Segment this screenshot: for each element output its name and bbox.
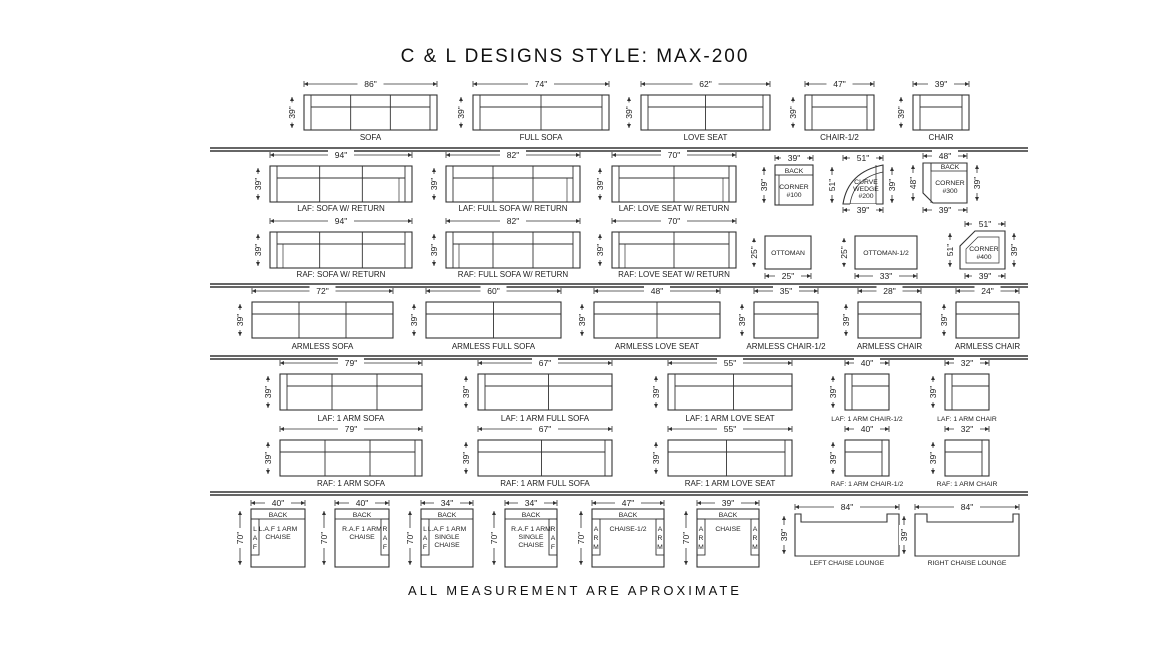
depth-dimension: 39": [253, 177, 263, 191]
corner-100: [759, 152, 813, 205]
width-dimension: 35": [779, 286, 793, 296]
depth-dimension: 48": [908, 176, 918, 190]
chaise-6: [681, 497, 759, 567]
depth-dimension: 39": [887, 178, 897, 192]
piece-label: LAF: LOVE SEAT W/ RETURN: [618, 204, 730, 213]
laf-return-1: [253, 149, 412, 213]
corner-number: #100: [786, 192, 802, 199]
piece-label: LAF: FULL SOFA W/ RETURN: [458, 204, 568, 213]
side-letter: R: [657, 535, 663, 542]
piece-1: [287, 78, 437, 142]
piece-label: ARMLESS CHAIR: [856, 342, 923, 351]
piece-label: RAF: LOVE SEAT W/ RETURN: [618, 270, 730, 279]
width-dimension: 39": [978, 271, 992, 281]
raf-return-2: [429, 215, 580, 279]
lounge-label: RIGHT CHAISE LOUNGE: [927, 560, 1007, 567]
depth-dimension: 39": [899, 528, 909, 542]
side-letter: R: [382, 526, 388, 533]
back-label: BACK: [352, 512, 372, 519]
depth-dimension: 70": [489, 531, 499, 545]
section-divider: [210, 492, 1028, 495]
side-letter: M: [698, 544, 704, 551]
chaise-label: CHAISE: [265, 534, 291, 541]
piece-label: ARMLESS LOVE SEAT: [614, 342, 700, 351]
side-letter: A: [698, 526, 704, 533]
width-dimension: 39": [787, 153, 801, 163]
ottoman-label: OTTOMAN-1/2: [863, 250, 909, 257]
side-letter: A: [382, 535, 388, 542]
depth-dimension: 39": [235, 313, 245, 327]
depth-dimension: 70": [576, 531, 586, 545]
piece-label: FULL SOFA: [519, 133, 563, 142]
piece-label: LAF: 1 ARM CHAIR: [937, 416, 997, 423]
width-dimension: 25": [781, 271, 795, 281]
depth-dimension: 39": [263, 385, 273, 399]
width-dimension: 39": [934, 79, 948, 89]
piece-label: SOFA: [359, 133, 382, 142]
back-label: BACK: [521, 512, 541, 519]
depth-dimension: 39": [624, 106, 634, 119]
piece-label: LAF: 1 ARM FULL SOFA: [500, 414, 590, 423]
back-label: BACK: [784, 168, 804, 175]
width-dimension: 84": [840, 502, 854, 512]
depth-dimension: 39": [253, 243, 263, 257]
depth-dimension: 39": [1009, 243, 1019, 257]
chaise-label: CHAISE: [349, 534, 375, 541]
side-letter: A: [550, 535, 556, 542]
corner-label: CORNER: [969, 246, 999, 253]
piece-2: [456, 78, 609, 142]
width-dimension: 55": [723, 424, 737, 434]
piece-4: [788, 78, 874, 142]
back-label: BACK: [940, 164, 960, 171]
side-letter: F: [382, 544, 388, 551]
depth-dimension: 39": [577, 313, 587, 327]
depth-dimension: 39": [896, 106, 906, 119]
width-dimension: 47": [833, 79, 846, 89]
raf-return-3: [595, 215, 736, 279]
depth-dimension: 25": [749, 246, 759, 259]
width-dimension: 67": [538, 424, 552, 434]
width-dimension: 94": [334, 216, 348, 226]
laf1-4: [828, 357, 903, 423]
chaise-label: SINGLE: [434, 534, 460, 541]
raf1-3: [651, 423, 792, 488]
side-letter: M: [593, 544, 599, 551]
depth-dimension: 70": [235, 531, 245, 545]
piece-3: [624, 78, 770, 142]
width-dimension: 55": [723, 358, 737, 368]
side-letter: A: [657, 526, 663, 533]
width-dimension: 40": [271, 498, 285, 508]
laf1-3: [651, 357, 792, 423]
ottoman-label: OTTOMAN: [771, 250, 805, 257]
width-dimension: 40": [860, 358, 874, 368]
width-dimension: 39": [938, 205, 952, 215]
armless-5: [841, 285, 922, 351]
depth-dimension: 39": [461, 385, 471, 399]
depth-dimension: 39": [828, 385, 838, 399]
wedge-label: WEDGE: [853, 186, 879, 193]
width-dimension: 39": [721, 498, 735, 508]
side-letter: A: [252, 535, 258, 542]
width-dimension: 51": [978, 219, 992, 229]
corner-number: #300: [942, 188, 958, 195]
chaise-2: [319, 497, 389, 567]
raf1-1: [263, 423, 422, 488]
depth-dimension: 25": [839, 246, 849, 259]
armless-6: [939, 285, 1020, 351]
side-letter: M: [752, 544, 758, 551]
laf1-2: [461, 357, 612, 423]
ottoman: [749, 236, 811, 281]
chaise-3: [405, 497, 473, 567]
side-letter: L: [253, 526, 257, 533]
width-dimension: 47": [621, 498, 635, 508]
right-chaise-lounge: [899, 501, 1019, 567]
raf1-2: [461, 423, 612, 488]
laf1-5: [928, 357, 997, 423]
width-dimension: 34": [440, 498, 454, 508]
armless-2: [409, 285, 561, 351]
piece-label: RAF: SOFA W/ RETURN: [296, 270, 386, 279]
chaise-label: CHAISE-1/2: [609, 526, 647, 533]
chaise-label: R.A.F 1 ARM: [511, 526, 551, 533]
ottoman-half: [839, 236, 917, 281]
chaise-label: CHAISE: [434, 542, 460, 549]
side-letter: R: [593, 535, 599, 542]
chaise-label: SINGLE: [518, 534, 544, 541]
piece-label: RAF: 1 ARM FULL SOFA: [500, 479, 590, 488]
depth-dimension: 39": [737, 313, 747, 327]
depth-dimension: 39": [779, 528, 789, 542]
depth-dimension: 51": [827, 178, 837, 192]
corner-400: [945, 218, 1019, 281]
width-dimension: 62": [699, 79, 712, 89]
side-letter: A: [593, 526, 599, 533]
width-dimension: 70": [667, 216, 681, 226]
width-dimension: 74": [534, 79, 548, 89]
width-dimension: 94": [334, 150, 348, 160]
curve-wedge-200: [827, 152, 897, 215]
depth-dimension: 70": [681, 531, 691, 545]
side-letter: F: [252, 544, 258, 551]
piece-label: LAF: 1 ARM CHAIR-1/2: [831, 416, 903, 423]
side-letter: F: [550, 544, 556, 551]
depth-dimension: 39": [651, 451, 661, 465]
footer-note: ALL MEASUREMENT ARE APROXIMATE: [408, 583, 742, 598]
piece-label: LAF: 1 ARM LOVE SEAT: [685, 414, 775, 423]
piece-label: ARMLESS SOFA: [291, 342, 354, 351]
width-dimension: 34": [524, 498, 538, 508]
raf1-4: [828, 423, 903, 488]
armless-4: [737, 285, 826, 351]
depth-dimension: 39": [287, 106, 297, 119]
depth-dimension: 39": [939, 313, 949, 327]
laf1-1: [263, 357, 422, 423]
depth-dimension: 39": [263, 451, 273, 465]
armless-3: [577, 285, 720, 351]
width-dimension: 84": [960, 502, 974, 512]
piece-label: RAF: 1 ARM LOVE SEAT: [684, 479, 776, 488]
side-letter: R: [698, 535, 704, 542]
width-dimension: 33": [879, 271, 893, 281]
piece-label: CHAIR: [928, 133, 954, 142]
depth-dimension: 39": [456, 106, 466, 119]
corner-label: CORNER: [935, 180, 965, 187]
back-label: BACK: [437, 512, 457, 519]
width-dimension: 82": [506, 150, 520, 160]
width-dimension: 70": [667, 150, 681, 160]
side-letter: R: [550, 526, 556, 533]
width-dimension: 51": [856, 153, 870, 163]
chaise-1: [235, 497, 305, 567]
piece-label: RAF: FULL SOFA W/ RETURN: [457, 270, 569, 279]
chaise-label: R.A.F 1 ARM: [342, 526, 382, 533]
depth-dimension: 39": [928, 385, 938, 399]
raf-return-1: [253, 215, 412, 279]
page-title: C & L DESIGNS STYLE: MAX-200: [400, 46, 750, 67]
piece-label: RAF: 1 ARM CHAIR: [936, 481, 998, 488]
width-dimension: 40": [860, 424, 874, 434]
chaise-label: CHAISE: [715, 526, 741, 533]
chaise-label: L.A.F 1 ARM: [258, 526, 298, 533]
chaise-label: CHAISE: [518, 542, 544, 549]
width-dimension: 32": [960, 358, 974, 368]
width-dimension: 79": [344, 424, 358, 434]
width-dimension: 39": [856, 205, 870, 215]
corner-300: [908, 150, 982, 215]
depth-dimension: 70": [405, 531, 415, 545]
left-chaise-lounge: [779, 501, 899, 567]
back-label: BACK: [618, 512, 638, 519]
depth-dimension: 39": [429, 243, 439, 257]
piece-label: CHAIR-1/2: [820, 133, 859, 142]
piece-label: LAF: 1 ARM SOFA: [317, 414, 385, 423]
depth-dimension: 39": [759, 178, 769, 192]
width-dimension: 79": [344, 358, 358, 368]
back-label: BACK: [268, 512, 288, 519]
piece-label: RAF: 1 ARM SOFA: [316, 479, 386, 488]
piece-label: LAF: SOFA W/ RETURN: [297, 204, 385, 213]
width-dimension: 40": [355, 498, 369, 508]
side-letter: F: [422, 544, 428, 551]
side-letter: L: [423, 526, 427, 533]
depth-dimension: 39": [928, 451, 938, 465]
depth-dimension: 39": [595, 243, 605, 257]
piece-label: RAF: 1 ARM CHAIR-1/2: [830, 481, 904, 488]
side-letter: A: [752, 526, 758, 533]
depth-dimension: 70": [319, 531, 329, 545]
side-letter: A: [422, 535, 428, 542]
depth-dimension: 39": [429, 177, 439, 191]
width-dimension: 67": [538, 358, 552, 368]
width-dimension: 82": [506, 216, 520, 226]
depth-dimension: 39": [461, 451, 471, 465]
chaise-5: [576, 497, 664, 567]
wedge-label: CURVE: [854, 179, 878, 186]
side-letter: M: [657, 544, 663, 551]
width-dimension: 28": [883, 286, 896, 296]
width-dimension: 32": [960, 424, 974, 434]
width-dimension: 48": [938, 151, 952, 161]
section-divider: [210, 356, 1028, 359]
width-dimension: 72": [316, 286, 329, 296]
wedge-number: #200: [858, 193, 874, 200]
width-dimension: 48": [650, 286, 664, 296]
back-label: BACK: [718, 512, 738, 519]
depth-dimension: 39": [788, 106, 798, 119]
lounge-label: LEFT CHAISE LOUNGE: [809, 560, 885, 567]
laf-return-3: [595, 149, 736, 213]
depth-dimension: 39": [651, 385, 661, 399]
piece-5: [896, 78, 969, 142]
width-dimension: 24": [981, 286, 994, 296]
piece-label: LOVE SEAT: [683, 133, 728, 142]
raf1-5: [928, 423, 997, 488]
depth-dimension: 39": [409, 313, 419, 327]
width-dimension: 60": [487, 286, 500, 296]
depth-dimension: 39": [972, 176, 982, 190]
width-dimension: 86": [364, 79, 377, 89]
corner-number: #400: [976, 254, 992, 261]
chaise-4: [489, 497, 557, 567]
chaise-label: L.A.F 1 ARM: [427, 526, 467, 533]
depth-dimension: 39": [841, 313, 851, 327]
armless-1: [235, 285, 393, 351]
laf-return-2: [429, 149, 580, 213]
corner-label: CORNER: [779, 184, 809, 191]
piece-label: ARMLESS CHAIR: [954, 342, 1021, 351]
piece-label: ARMLESS CHAIR-1/2: [746, 342, 826, 351]
depth-dimension: 39": [828, 451, 838, 465]
piece-label: ARMLESS FULL SOFA: [451, 342, 536, 351]
depth-dimension: 51": [945, 243, 955, 257]
depth-dimension: 39": [595, 177, 605, 191]
side-letter: R: [752, 535, 758, 542]
